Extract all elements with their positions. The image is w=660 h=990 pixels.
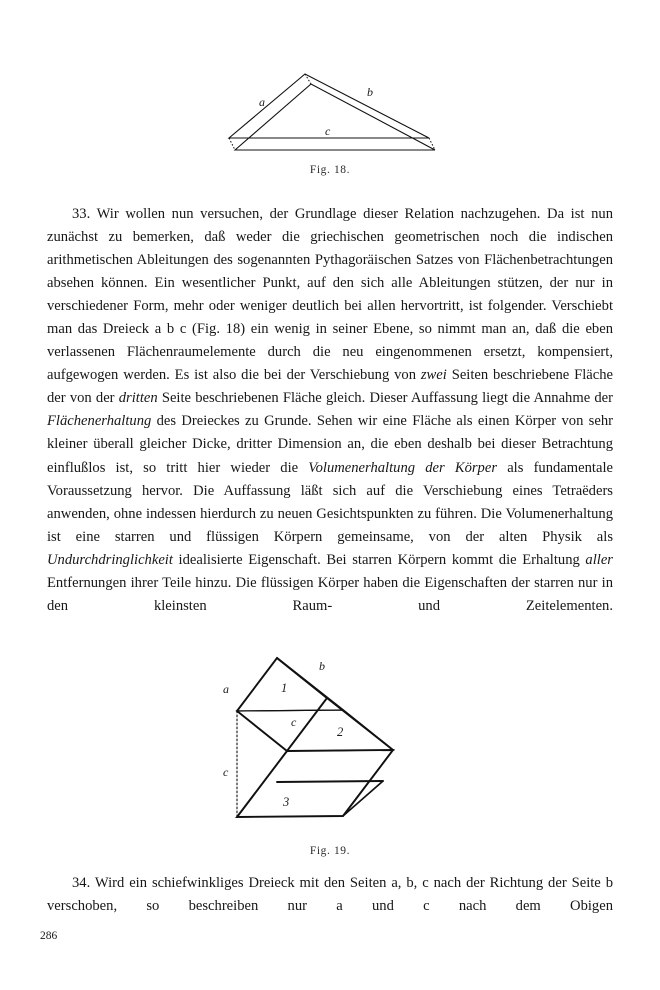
p33-run-10-italic: Undurchdringlichkeit	[47, 551, 173, 568]
figure-18-caption: Fig. 18.	[309, 164, 351, 176]
figure-18	[0, 62, 660, 176]
fig19-region-label-1: 1	[281, 681, 288, 695]
p33-run-4-italic: dritten	[118, 390, 158, 407]
p33-run-7: des Dreieckes zu Grunde. Sehen wir eine Fläche als einen Körper von sehr kleiner überall gleicher Dicke, dritter Dimension an, die eben deshalb bei dieser Betrachtung einflußlos ist, so tritt hier wieder die	[47, 413, 613, 476]
paragraph-34-text	[47, 872, 613, 941]
paragraph-33	[47, 203, 613, 641]
fig19-edge-lower-right	[343, 750, 393, 816]
fig19-label-c-outer: c	[223, 765, 229, 779]
fig19-region-3-parallelogram	[237, 750, 393, 817]
p33-run-3: Seiten beschriebene Fläche der von der	[47, 367, 613, 407]
p33-run-11: idealisierte Eigenschaft. Bei starren Körpern kommt die Erhaltung	[172, 551, 586, 568]
p33-run-13: Entfernungen ihrer Teile hinzu. Die flüssigen Körper haben die Eigenschaften der starren nur in den kleinsten Raum- und Zeitelementen.	[47, 574, 613, 614]
fig19-edge-inner-diagonal	[277, 781, 383, 782]
p34-run-1: 34. Wird ein schiefwinkliges Dreieck mit den Seiten a, b, c nach der Richtung der Seite b verschoben, so beschreiben nur a und c nach dem Obigen	[47, 875, 613, 915]
paragraph-33-text	[47, 203, 613, 641]
fig19-edge-lower-left	[237, 751, 290, 817]
p33-run-1: 33. Wir wollen nun versuchen, der Grundlage dieser Relation nachzugehen. Da ist nun zunächst zu bemerken, daß weder die griechischen geometrischen noch die indischen arithmetischen Ableitungen des sogenannten Pythagoräischen Satzes von Flächenbetrachtungen absehen können. Ein wesentlicher Punkt, auf den sich alle Ableitungen stützen, der nur in verschiedener Form, mehr oder weniger deutlich bei allen hervortritt, ist folgender. Verschiebt man das Dreieck a b c (Fig. 18) ein wenig in seiner Ebene, so nimmt man an, daß die eben verlassenen Flächenraumelemente durch die neu eingenommenen ersetzt, kompensiert, aufgewogen werden. Es ist also die bei der Verschiebung von	[47, 206, 613, 384]
p33-run-12-italic: aller	[585, 551, 613, 568]
fig19-region-label-3: 3	[283, 795, 290, 809]
fig19-triangle-original	[237, 658, 343, 711]
fig18-label-b: b	[367, 85, 373, 99]
fig18-label-a: a	[259, 95, 265, 109]
fig19-label-a: a	[223, 682, 229, 696]
paragraph-34	[47, 872, 613, 941]
fig19-edge-inner-right	[343, 781, 383, 816]
fig18-triangle-displaced	[235, 84, 435, 150]
figure-19	[0, 648, 660, 857]
fig19-region-label-2: 2	[337, 725, 344, 739]
fig19-region-1-parallelogram	[237, 658, 327, 751]
p33-run-5: Seite beschriebenen Fläche gleich. Dieser Auffassung liegt die Annahme der	[157, 390, 614, 407]
p33-run-2-italic: zwei	[420, 367, 447, 384]
p33-run-9: als fundamentale Voraussetzung hervor. Die Auffassung läßt sich auf die Verschiebung eines Tetraëders anwenden, ohne indessen hierdurch zu neuen Gesichtspunkten zu führen. Die Volumenerhaltung ist eine starren und flüssigen Körpern gemeinsame, von der alten Physik als	[47, 459, 613, 545]
p33-run-6-italic: Flächenerhaltung	[47, 413, 152, 430]
fig19-label-b: b	[319, 659, 325, 673]
fig18-label-c: c	[325, 124, 331, 138]
figure-19-drawing	[215, 648, 445, 843]
fig19-label-c-inner: c	[291, 715, 297, 729]
figure-19-caption: Fig. 19.	[309, 845, 351, 857]
page-number: 286	[40, 930, 58, 942]
figure-18-drawing	[215, 62, 445, 162]
p33-run-8-italic: Volumenerhaltung der Körper	[308, 459, 498, 476]
